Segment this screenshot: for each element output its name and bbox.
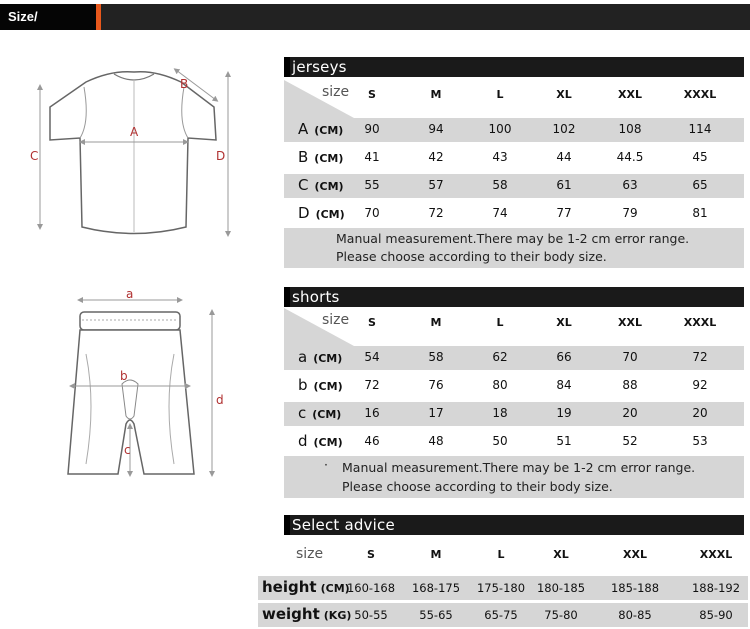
value-cell: 175-180 [476, 581, 526, 595]
row-label: d (CM) [298, 432, 343, 450]
value-cell: 168-175 [411, 581, 461, 595]
value-cell: 80 [492, 378, 508, 392]
value-cell: 94 [428, 122, 444, 136]
value-cell: 88 [622, 378, 638, 392]
size-col: XL [556, 316, 572, 329]
size-col: S [368, 88, 376, 101]
value-cell: 44 [556, 150, 572, 164]
value-cell: 75-80 [544, 608, 578, 622]
jerseys-row-c [284, 174, 744, 198]
size-col: XXL [623, 548, 647, 561]
shorts-row-b [284, 374, 744, 398]
shorts-note [284, 456, 744, 498]
jersey-label-b: B [180, 77, 189, 91]
value-cell: 20 [692, 406, 708, 420]
note-line: Please choose according to their body size. [342, 479, 613, 494]
shorts-size-label: size [322, 312, 350, 328]
value-cell: 16 [364, 406, 380, 420]
value-cell: 70 [364, 206, 380, 220]
shorts-row-c [284, 402, 744, 426]
value-cell: 55 [364, 178, 380, 192]
shorts-label-c: c [124, 443, 131, 457]
size-col: XL [556, 88, 572, 101]
value-cell: 43 [492, 150, 508, 164]
value-cell: 61 [556, 178, 572, 192]
value-cell: 50 [492, 434, 508, 448]
note-line: Manual measurement.There may be 1-2 cm error range. [336, 231, 690, 246]
shorts-title: shorts [292, 288, 340, 306]
size-col: L [497, 548, 505, 561]
value-cell: 114 [688, 122, 712, 136]
value-cell: 180-185 [536, 581, 586, 595]
row-label: D (CM) [298, 204, 345, 222]
value-cell: 42 [428, 150, 444, 164]
value-cell: 74 [492, 206, 508, 220]
jerseys-header [284, 57, 744, 77]
advice-size-row [258, 540, 748, 570]
row-label: A (CM) [298, 120, 344, 138]
value-cell: 102 [552, 122, 576, 136]
value-cell: 76 [428, 378, 444, 392]
row-label: c (CM) [298, 404, 342, 422]
value-cell: 84 [556, 378, 572, 392]
jersey-label-c: C [30, 149, 39, 163]
value-cell: 188-192 [691, 581, 741, 595]
jersey-label-a: A [130, 125, 139, 139]
value-cell: 44.5 [616, 150, 644, 164]
jerseys-note [284, 228, 744, 268]
value-cell: 62 [492, 350, 508, 364]
shorts-diagram [56, 284, 246, 484]
jerseys-row-d [284, 202, 744, 226]
value-cell: 85-90 [699, 608, 733, 622]
value-cell: 90 [364, 122, 380, 136]
jerseys-title: jerseys [292, 58, 347, 76]
jerseys-size-label: size [322, 84, 350, 100]
row-label: C (CM) [298, 176, 344, 194]
size-col: XXXL [683, 316, 717, 329]
value-cell: 58 [428, 350, 444, 364]
shorts-label-a: a [126, 287, 134, 301]
jersey-diagram [26, 62, 246, 252]
value-cell: 65 [692, 178, 708, 192]
value-cell: 63 [622, 178, 638, 192]
value-cell: 20 [622, 406, 638, 420]
value-cell: 53 [692, 434, 708, 448]
value-cell: 45 [692, 150, 708, 164]
size-col: S [367, 548, 375, 561]
value-cell: 52 [622, 434, 638, 448]
shorts-row-d [284, 430, 744, 454]
shorts-row-a [284, 346, 744, 370]
value-cell: 81 [692, 206, 708, 220]
weight-label: weight (KG) [262, 605, 352, 623]
advice-size-label: size [296, 546, 324, 562]
size-col: XL [553, 548, 569, 561]
value-cell: 160-168 [346, 581, 396, 595]
height-label: height (CM) [262, 578, 350, 596]
value-cell: 55-65 [419, 608, 453, 622]
shorts-header [284, 287, 744, 307]
jerseys-row-a [284, 118, 744, 142]
size-col: L [496, 88, 504, 101]
value-cell: 51 [556, 434, 572, 448]
size-col: L [496, 316, 504, 329]
header-tab [0, 4, 96, 30]
note-line: Manual measurement.There may be 1-2 cm error range. [342, 460, 696, 475]
value-cell: 77 [556, 206, 572, 220]
value-cell: 66 [556, 350, 572, 364]
row-label: a (CM) [298, 348, 343, 366]
shorts-outline [68, 330, 194, 474]
top-header-bar [0, 4, 750, 30]
jerseys-size-row [284, 80, 744, 118]
size-col: M [430, 316, 442, 329]
page-title: Size/ [8, 9, 38, 24]
note-line: Please choose according to their body size. [336, 249, 607, 264]
value-cell: 57 [428, 178, 444, 192]
size-col: XXL [618, 88, 642, 101]
advice-weight-row [258, 603, 748, 627]
value-cell: 72 [692, 350, 708, 364]
value-cell: 92 [692, 378, 708, 392]
value-cell: 18 [492, 406, 508, 420]
value-cell: 100 [488, 122, 512, 136]
row-label: B (CM) [298, 148, 344, 166]
jersey-label-d: D [216, 149, 226, 163]
jersey-outline [50, 72, 216, 234]
value-cell: 80-85 [618, 608, 652, 622]
value-cell: 54 [364, 350, 380, 364]
value-cell: 50-55 [354, 608, 388, 622]
size-col: XXXL [683, 88, 717, 101]
value-cell: 65-75 [484, 608, 518, 622]
size-col: XXXL [699, 548, 733, 561]
row-label: b (CM) [298, 376, 343, 394]
shorts-size-row [284, 308, 744, 346]
value-cell: 72 [428, 206, 444, 220]
value-cell: 41 [364, 150, 380, 164]
size-col: XXL [618, 316, 642, 329]
value-cell: 79 [622, 206, 638, 220]
value-cell: 70 [622, 350, 638, 364]
size-col: M [430, 548, 442, 561]
note-bullet: · [324, 457, 328, 472]
value-cell: 46 [364, 434, 380, 448]
value-cell: 48 [428, 434, 444, 448]
shorts-label-b: b [120, 369, 128, 383]
jerseys-row-b [284, 146, 744, 170]
value-cell: 72 [364, 378, 380, 392]
value-cell: 19 [556, 406, 572, 420]
shorts-label-d: d [216, 393, 224, 407]
value-cell: 185-188 [610, 581, 660, 595]
size-col: S [368, 316, 376, 329]
header-accent [96, 4, 101, 30]
advice-header [284, 515, 744, 535]
size-col: M [430, 88, 442, 101]
value-cell: 17 [428, 406, 444, 420]
advice-title: Select advice [292, 516, 395, 534]
advice-height-row [258, 576, 748, 600]
value-cell: 58 [492, 178, 508, 192]
value-cell: 108 [618, 122, 642, 136]
